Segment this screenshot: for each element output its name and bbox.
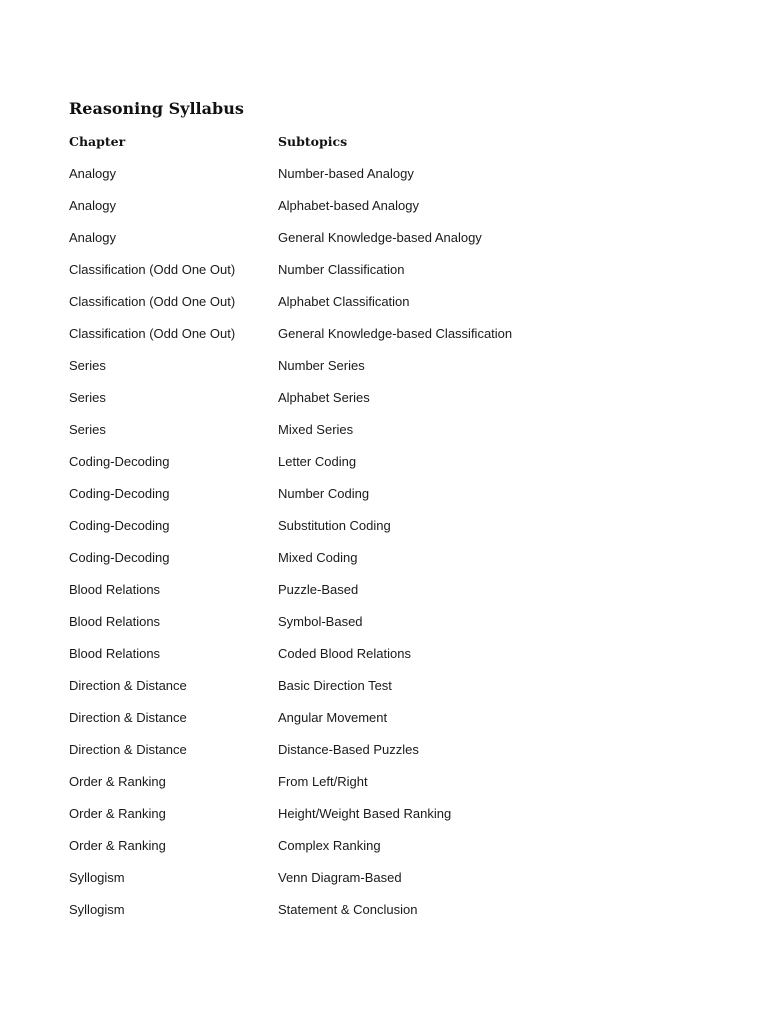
chapter-cell: Classification (Odd One Out): [69, 261, 236, 277]
subtopic-cell: Number-based Analogy: [278, 165, 414, 181]
subtopic-cell: Puzzle-Based: [278, 581, 359, 597]
chapter-cell: Order & Ranking: [69, 773, 166, 789]
table-body: [69, 157, 598, 925]
table-row: [69, 253, 598, 285]
table-row: [69, 669, 598, 701]
table-row: [69, 349, 598, 381]
chapter-cell: Coding-Decoding: [69, 453, 170, 469]
chapter-cell: Direction & Distance: [69, 709, 187, 725]
table-row: [69, 381, 598, 413]
subtopic-cell: Distance-Based Puzzles: [278, 741, 419, 757]
table-row: [69, 701, 598, 733]
subtopic-cell: Mixed Series: [278, 421, 354, 437]
table-row: [69, 157, 598, 189]
subtopic-cell: From Left/Right: [278, 773, 368, 789]
chapter-cell: Series: [69, 421, 106, 437]
table-row: [69, 221, 598, 253]
subtopic-cell: Angular Movement: [278, 709, 388, 725]
table-row: [69, 541, 598, 573]
subtopic-cell: General Knowledge-based Classification: [278, 325, 513, 341]
column-header-chapter: Chapter: [69, 133, 126, 149]
syllabus-table: [69, 125, 598, 925]
table-row: [69, 189, 598, 221]
chapter-cell: Coding-Decoding: [69, 517, 170, 533]
subtopic-cell: Complex Ranking: [278, 837, 381, 853]
chapter-cell: Direction & Distance: [69, 741, 187, 757]
chapter-cell: Direction & Distance: [69, 677, 187, 693]
table-row: [69, 893, 598, 925]
chapter-cell: Syllogism: [69, 869, 125, 885]
chapter-cell: Order & Ranking: [69, 805, 166, 821]
subtopic-cell: Coded Blood Relations: [278, 645, 411, 661]
page-title: Reasoning Syllabus: [69, 99, 244, 118]
chapter-cell: Classification (Odd One Out): [69, 293, 236, 309]
chapter-cell: Order & Ranking: [69, 837, 166, 853]
subtopic-cell: Substitution Coding: [278, 517, 391, 533]
table-row: [69, 797, 598, 829]
chapter-cell: Coding-Decoding: [69, 549, 170, 565]
chapter-cell: Blood Relations: [69, 613, 161, 629]
table-row: [69, 573, 598, 605]
chapter-cell: Analogy: [69, 197, 116, 213]
table-row: [69, 477, 598, 509]
chapter-cell: Syllogism: [69, 901, 125, 917]
subtopic-cell: General Knowledge-based Analogy: [278, 229, 482, 245]
table-row: [69, 317, 598, 349]
table-row: [69, 829, 598, 861]
subtopic-cell: Mixed Coding: [278, 549, 358, 565]
subtopic-cell: Alphabet-based Analogy: [278, 197, 419, 213]
table-row: [69, 733, 598, 765]
chapter-cell: Series: [69, 389, 106, 405]
subtopic-cell: Height/Weight Based Ranking: [278, 805, 452, 821]
chapter-cell: Analogy: [69, 165, 116, 181]
column-header-subtopics: Subtopics: [278, 133, 348, 149]
subtopic-cell: Alphabet Classification: [278, 293, 410, 309]
table-row: [69, 861, 598, 893]
subtopic-cell: Letter Coding: [278, 453, 357, 469]
subtopic-cell: Statement & Conclusion: [278, 901, 418, 917]
subtopic-cell: Basic Direction Test: [278, 677, 392, 693]
table-row: [69, 637, 598, 669]
table-row: [69, 509, 598, 541]
chapter-cell: Classification (Odd One Out): [69, 325, 236, 341]
table-row: [69, 445, 598, 477]
chapter-cell: Analogy: [69, 229, 116, 245]
subtopic-cell: Symbol-Based: [278, 613, 363, 629]
table-row: [69, 765, 598, 797]
chapter-cell: Series: [69, 357, 106, 373]
chapter-cell: Blood Relations: [69, 581, 161, 597]
subtopic-cell: Venn Diagram-Based: [278, 869, 402, 885]
table-header-row: [69, 125, 598, 157]
table-header: [69, 125, 598, 157]
chapter-cell: Coding-Decoding: [69, 485, 170, 501]
subtopic-cell: Number Series: [278, 357, 365, 373]
subtopic-cell: Number Coding: [278, 485, 370, 501]
subtopic-cell: Alphabet Series: [278, 389, 370, 405]
table-row: [69, 605, 598, 637]
chapter-cell: Blood Relations: [69, 645, 161, 661]
table-row: [69, 413, 598, 445]
subtopic-cell: Number Classification: [278, 261, 405, 277]
table-row: [69, 285, 598, 317]
